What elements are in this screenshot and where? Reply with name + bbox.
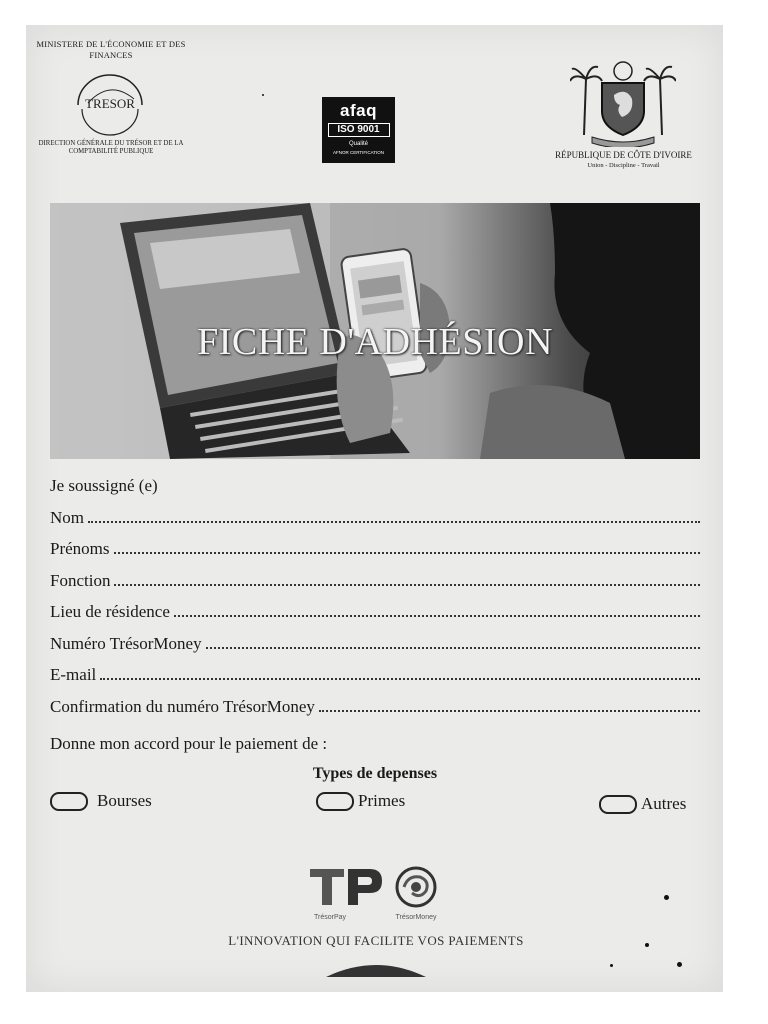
republic-name: RÉPUBLIQUE DE CÔTE D'IVOIRE bbox=[555, 150, 692, 160]
option-primes[interactable] bbox=[316, 791, 405, 811]
field-label: E-mail bbox=[50, 665, 97, 684]
field-dotted-line[interactable] bbox=[100, 662, 700, 680]
banner-title: FICHE D'ADHÉSION bbox=[197, 321, 553, 363]
option-bourses[interactable] bbox=[50, 791, 152, 811]
field-label: Numéro TrésorMoney bbox=[50, 633, 202, 653]
tresorpay-tresormoney-logo-icon bbox=[308, 863, 448, 927]
membership-form bbox=[50, 473, 700, 831]
field-dotted-line[interactable] bbox=[114, 568, 700, 586]
types-title: Types de depenses bbox=[312, 765, 438, 782]
tresor-logo-icon bbox=[70, 65, 150, 139]
checkbox-primes[interactable] bbox=[316, 792, 354, 811]
expense-options bbox=[50, 791, 700, 831]
scan-speck bbox=[677, 962, 682, 967]
scan-speck bbox=[262, 94, 264, 96]
field-label: Prénoms bbox=[50, 539, 110, 558]
afaq-brand: afaq bbox=[340, 101, 377, 120]
scan-speck bbox=[645, 943, 649, 947]
coat-of-arms-icon bbox=[570, 55, 676, 147]
field-nom[interactable] bbox=[50, 505, 700, 537]
field-confirmation-tresormoney[interactable] bbox=[50, 694, 700, 726]
option-autres[interactable] bbox=[599, 794, 686, 814]
tresor-logo-text: TRESOR bbox=[85, 96, 135, 111]
field-lieu-residence[interactable] bbox=[50, 599, 700, 631]
field-numero-tresormoney[interactable] bbox=[50, 631, 700, 663]
tresorpay-caption: TrésorPay bbox=[313, 914, 347, 921]
republic-motto: Union - Discipline - Travail bbox=[587, 162, 660, 169]
option-label: Autres bbox=[641, 794, 687, 813]
intro-text: Je soussigné (e) bbox=[50, 476, 158, 495]
checkbox-autres[interactable] bbox=[599, 795, 637, 814]
scan-speck bbox=[610, 964, 613, 967]
slogan: L'INNOVATION QUI FACILITE VOS PAIEMENTS bbox=[228, 933, 524, 948]
afaq-quality: Qualité bbox=[348, 141, 368, 147]
ministry-name: MINISTERE DE L'ÉCONOMIE ET DES FINANCES bbox=[36, 39, 186, 60]
field-dotted-line[interactable] bbox=[114, 536, 701, 554]
checkbox-bourses[interactable] bbox=[50, 792, 88, 811]
banner-photo bbox=[50, 203, 700, 459]
field-dotted-line[interactable] bbox=[88, 505, 700, 523]
tresormoney-caption: TrésorMoney bbox=[395, 914, 437, 921]
field-label: Fonction bbox=[50, 570, 111, 590]
direction-name: DIRECTION GÉNÉRALE DU TRÉSOR ET DE LA COMPTABILITÉ PUBLIQUE bbox=[38, 140, 184, 155]
field-fonction[interactable] bbox=[50, 568, 700, 600]
option-label: Primes bbox=[358, 791, 406, 810]
footer-arc-decoration bbox=[326, 959, 426, 977]
form-page bbox=[26, 25, 723, 992]
field-prenoms[interactable] bbox=[50, 536, 700, 568]
afaq-iso-badge bbox=[322, 97, 395, 163]
accord-statement: Donne mon accord pour le paiement de : bbox=[50, 734, 328, 753]
field-dotted-line[interactable] bbox=[174, 599, 700, 617]
field-email[interactable] bbox=[50, 662, 700, 694]
field-label: Confirmation du numéro TrésorMoney bbox=[50, 696, 315, 716]
field-dotted-line[interactable] bbox=[319, 694, 700, 712]
scan-speck bbox=[664, 895, 669, 900]
field-dotted-line[interactable] bbox=[206, 631, 700, 649]
field-label: Lieu de résidence bbox=[50, 602, 170, 621]
afaq-iso: ISO 9001 bbox=[328, 123, 390, 137]
afaq-certification: AFNOR CERTIFICATION bbox=[332, 150, 385, 155]
option-label: Bourses bbox=[97, 791, 152, 810]
field-label: Nom bbox=[50, 507, 84, 527]
